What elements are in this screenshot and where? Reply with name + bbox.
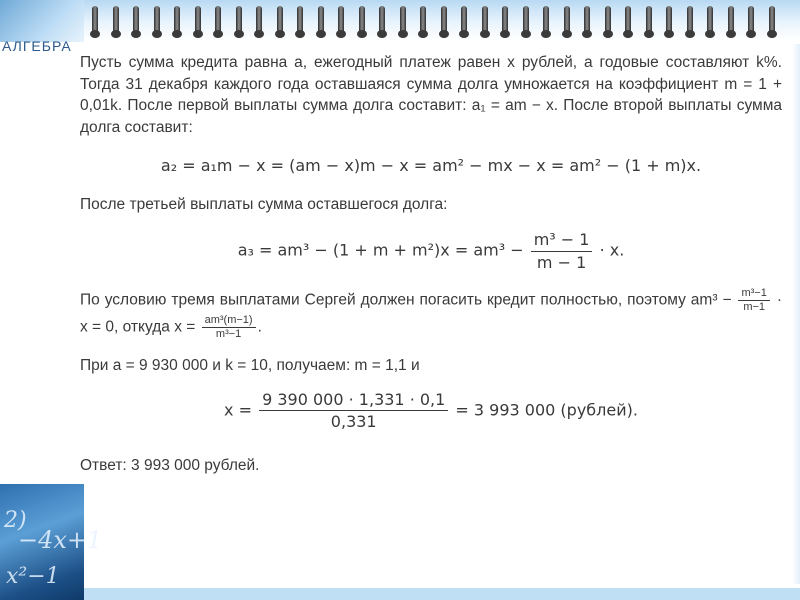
formula-x-left: x =: [224, 400, 253, 419]
spiral-hole: [295, 30, 305, 38]
spiral-hole: [541, 30, 551, 38]
fraction-numerator: 9 390 000 · 1,331 · 0,1: [259, 389, 448, 412]
solution-text: [80, 50, 782, 476]
spiral-hole: [152, 30, 162, 38]
spiral-hole: [439, 30, 449, 38]
formula-x-fraction: [259, 389, 448, 433]
spiral-hole: [459, 30, 469, 38]
formula-x-right: = 3 993 000 (рублей).: [455, 400, 638, 419]
spiral-hole: [726, 30, 736, 38]
spiral-hole: [705, 30, 715, 38]
fraction-denominator: m−1: [743, 301, 766, 313]
formula-a3-right: · x.: [599, 240, 625, 260]
fraction-denominator: m³−1: [215, 328, 242, 340]
spiral-hole: [664, 30, 674, 38]
formula-a3-fraction: [531, 229, 593, 273]
side-formula-3: x²−1: [6, 564, 60, 589]
condition-text-c: .: [257, 318, 262, 336]
fraction-numerator: m³ − 1: [531, 229, 593, 252]
answer-line: Ответ: 3 993 000 рублей.: [80, 456, 260, 474]
spiral-hole: [521, 30, 531, 38]
paragraph-values: При a = 9 930 000 и k = 10, получаем: m = 1,1 и: [80, 357, 420, 374]
spiral-hole: [275, 30, 285, 38]
side-formula-1: 2): [4, 508, 27, 533]
spiral-hole: [254, 30, 264, 38]
paragraph-condition: [80, 287, 782, 341]
spiral-hole: [418, 30, 428, 38]
fraction-numerator: am³(m−1): [202, 314, 256, 328]
spiral-hole: [316, 30, 326, 38]
spiral-hole: [111, 30, 121, 38]
header-word: АЛГЕБРА: [2, 38, 72, 54]
formula-a2: a₂ = a₁m − x = (am − x)m − x = am² − mx − x = am² − (1 + m)x.: [160, 156, 702, 175]
formula-a3-left: a₃ = am³ − (1 + m + m²)x = am³ −: [237, 240, 524, 260]
spiral-hole: [582, 30, 592, 38]
fraction-denominator: 0,331: [330, 412, 377, 431]
fraction-numerator: m³−1: [738, 287, 769, 301]
condition-text-b: · x = 0, откуда x =: [80, 291, 782, 336]
spiral-hole: [644, 30, 654, 38]
spiral-hole: [377, 30, 387, 38]
condition-fraction-2: [202, 314, 256, 341]
spiral-hole: [685, 30, 695, 38]
spiral-hole: [357, 30, 367, 38]
spiral-hole: [398, 30, 408, 38]
spiral-hole: [234, 30, 244, 38]
paragraph-intro: Пусть сумма кредита равна a, ежегодный платеж равен x рублей, а годовые составляют k%. Тогда 31 декабря каждого года оставшаяся сумма долга умножается на коэффициент m = 1 + 0,01k. После первой выплаты сумма долга составит: a₁ = am − x. После второй выплаты сумма долга составит:: [80, 54, 782, 136]
spiral-hole: [623, 30, 633, 38]
notebook-spiral-header: [0, 0, 800, 42]
condition-text-a: По условию тремя выплатами Сергей должен погасить кредит полностью, поэтому am³ −: [80, 291, 732, 309]
fraction-denominator: m − 1: [536, 252, 587, 272]
right-edge-stripe: [792, 44, 800, 584]
spiral-hole: [562, 30, 572, 38]
formula-x: [80, 389, 782, 433]
formula-a3: [80, 229, 782, 273]
bottom-bar: [84, 588, 800, 600]
corner-decoration: [0, 0, 84, 42]
paragraph-third-payment: После третьей выплаты сумма оставшегося долга:: [80, 195, 448, 213]
math-decoration-image: [0, 484, 103, 600]
spiral-hole: [90, 30, 100, 38]
side-formula-2: −4x+1: [18, 526, 103, 554]
spiral-hole: [336, 30, 346, 38]
spiral-hole: [172, 30, 182, 38]
spiral-hole: [480, 30, 490, 38]
condition-fraction-1: [738, 287, 769, 314]
spiral-hole: [746, 30, 756, 38]
spiral-hole: [603, 30, 613, 38]
spiral-hole: [193, 30, 203, 38]
spiral-hole: [500, 30, 510, 38]
spiral-hole: [767, 30, 777, 38]
spiral-hole: [213, 30, 223, 38]
spiral-hole: [131, 30, 141, 38]
